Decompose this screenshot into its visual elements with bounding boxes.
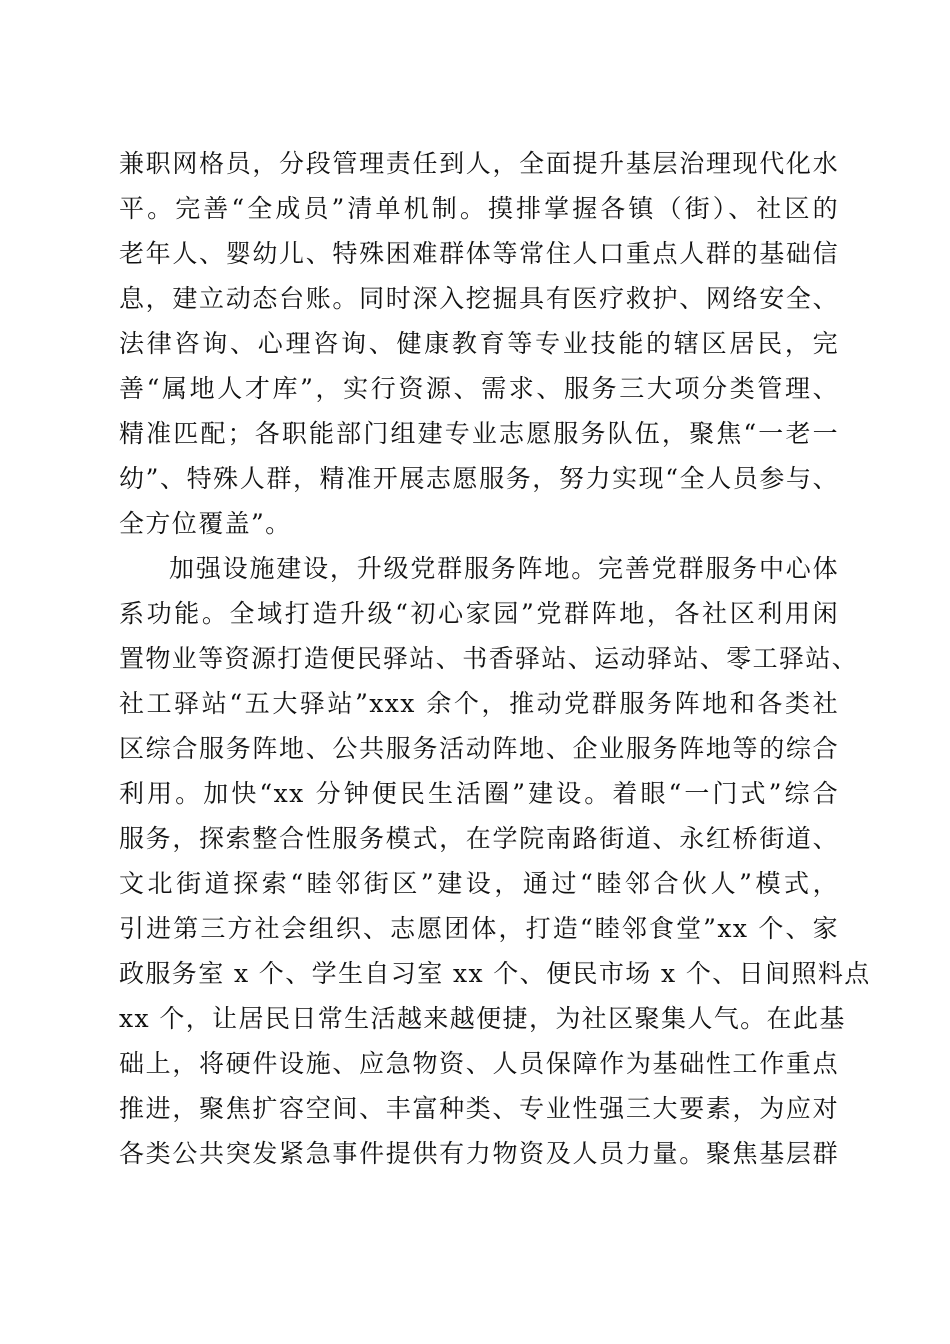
text-line: 幼”、特殊人群，精准开展志愿服务，努力实现“全人员参与、 [119, 464, 839, 493]
text-line: 各类公共突发紧急事件提供有力物资及人员力量。聚焦基层群 [119, 1139, 839, 1168]
text-line: 全方位覆盖”。 [119, 509, 292, 538]
paragraph-first-line: 加强设施建设，升级党群服务阵地。完善党群服务中心体 [169, 554, 839, 583]
text-line: 推进，聚焦扩容空间、丰富种类、专业性强三大要素，为应对 [119, 1094, 839, 1123]
text-line: 区综合服务阵地、公共服务活动阵地、企业服务阵地等的综合 [119, 734, 839, 763]
text-line: 础上，将硬件设施、应急物资、人员保障作为基础性工作重点 [119, 1049, 839, 1078]
text-line: 系功能。全域打造升级“初心家园”党群阵地，各社区利用闲 [119, 599, 839, 628]
text-line: 文北街道探索“睦邻街区”建设，通过“睦邻合伙人”模式， [119, 869, 839, 898]
text-line: 引进第三方社会组织、志愿团体，打造“睦邻食堂”xx 个、家 [119, 914, 839, 943]
text-line: 善“属地人才库”，实行资源、需求、服务三大项分类管理、 [119, 374, 839, 403]
text-line: 息，建立动态台账。同时深入挖掘具有医疗救护、网络安全、 [119, 284, 839, 313]
text-line: 服务，探索整合性服务模式，在学院南路街道、永红桥街道、 [119, 824, 839, 853]
text-line: 利用。加快“xx 分钟便民生活圈”建设。着眼“一门式”综合 [119, 779, 839, 808]
text-line: 政服务室 x 个、学生自习室 xx 个、便民市场 x 个、日间照料点 [119, 959, 871, 988]
text-line: 兼职网格员，分段管理责任到人，全面提升基层治理现代化水 [119, 149, 839, 178]
text-line: 法律咨询、心理咨询、健康教育等专业技能的辖区居民，完 [119, 329, 839, 358]
body-text [119, 141, 871, 1176]
text-line: 置物业等资源打造便民驿站、书香驿站、运动驿站、零工驿站、 [119, 644, 859, 673]
text-line: 社工驿站“五大驿站”xxx 余个，推动党群服务阵地和各类社 [119, 689, 839, 718]
text-line: xx 个，让居民日常生活越来越便捷，为社区聚集人气。在此基 [119, 1004, 846, 1033]
text-line: 老年人、婴幼儿、特殊困难群体等常住人口重点人群的基础信 [119, 239, 839, 268]
text-line: 精准匹配；各职能部门组建专业志愿服务队伍，聚焦“一老一 [119, 419, 839, 448]
text-line: 平。完善“全成员”清单机制。摸排掌握各镇（街）、社区的 [119, 194, 839, 223]
